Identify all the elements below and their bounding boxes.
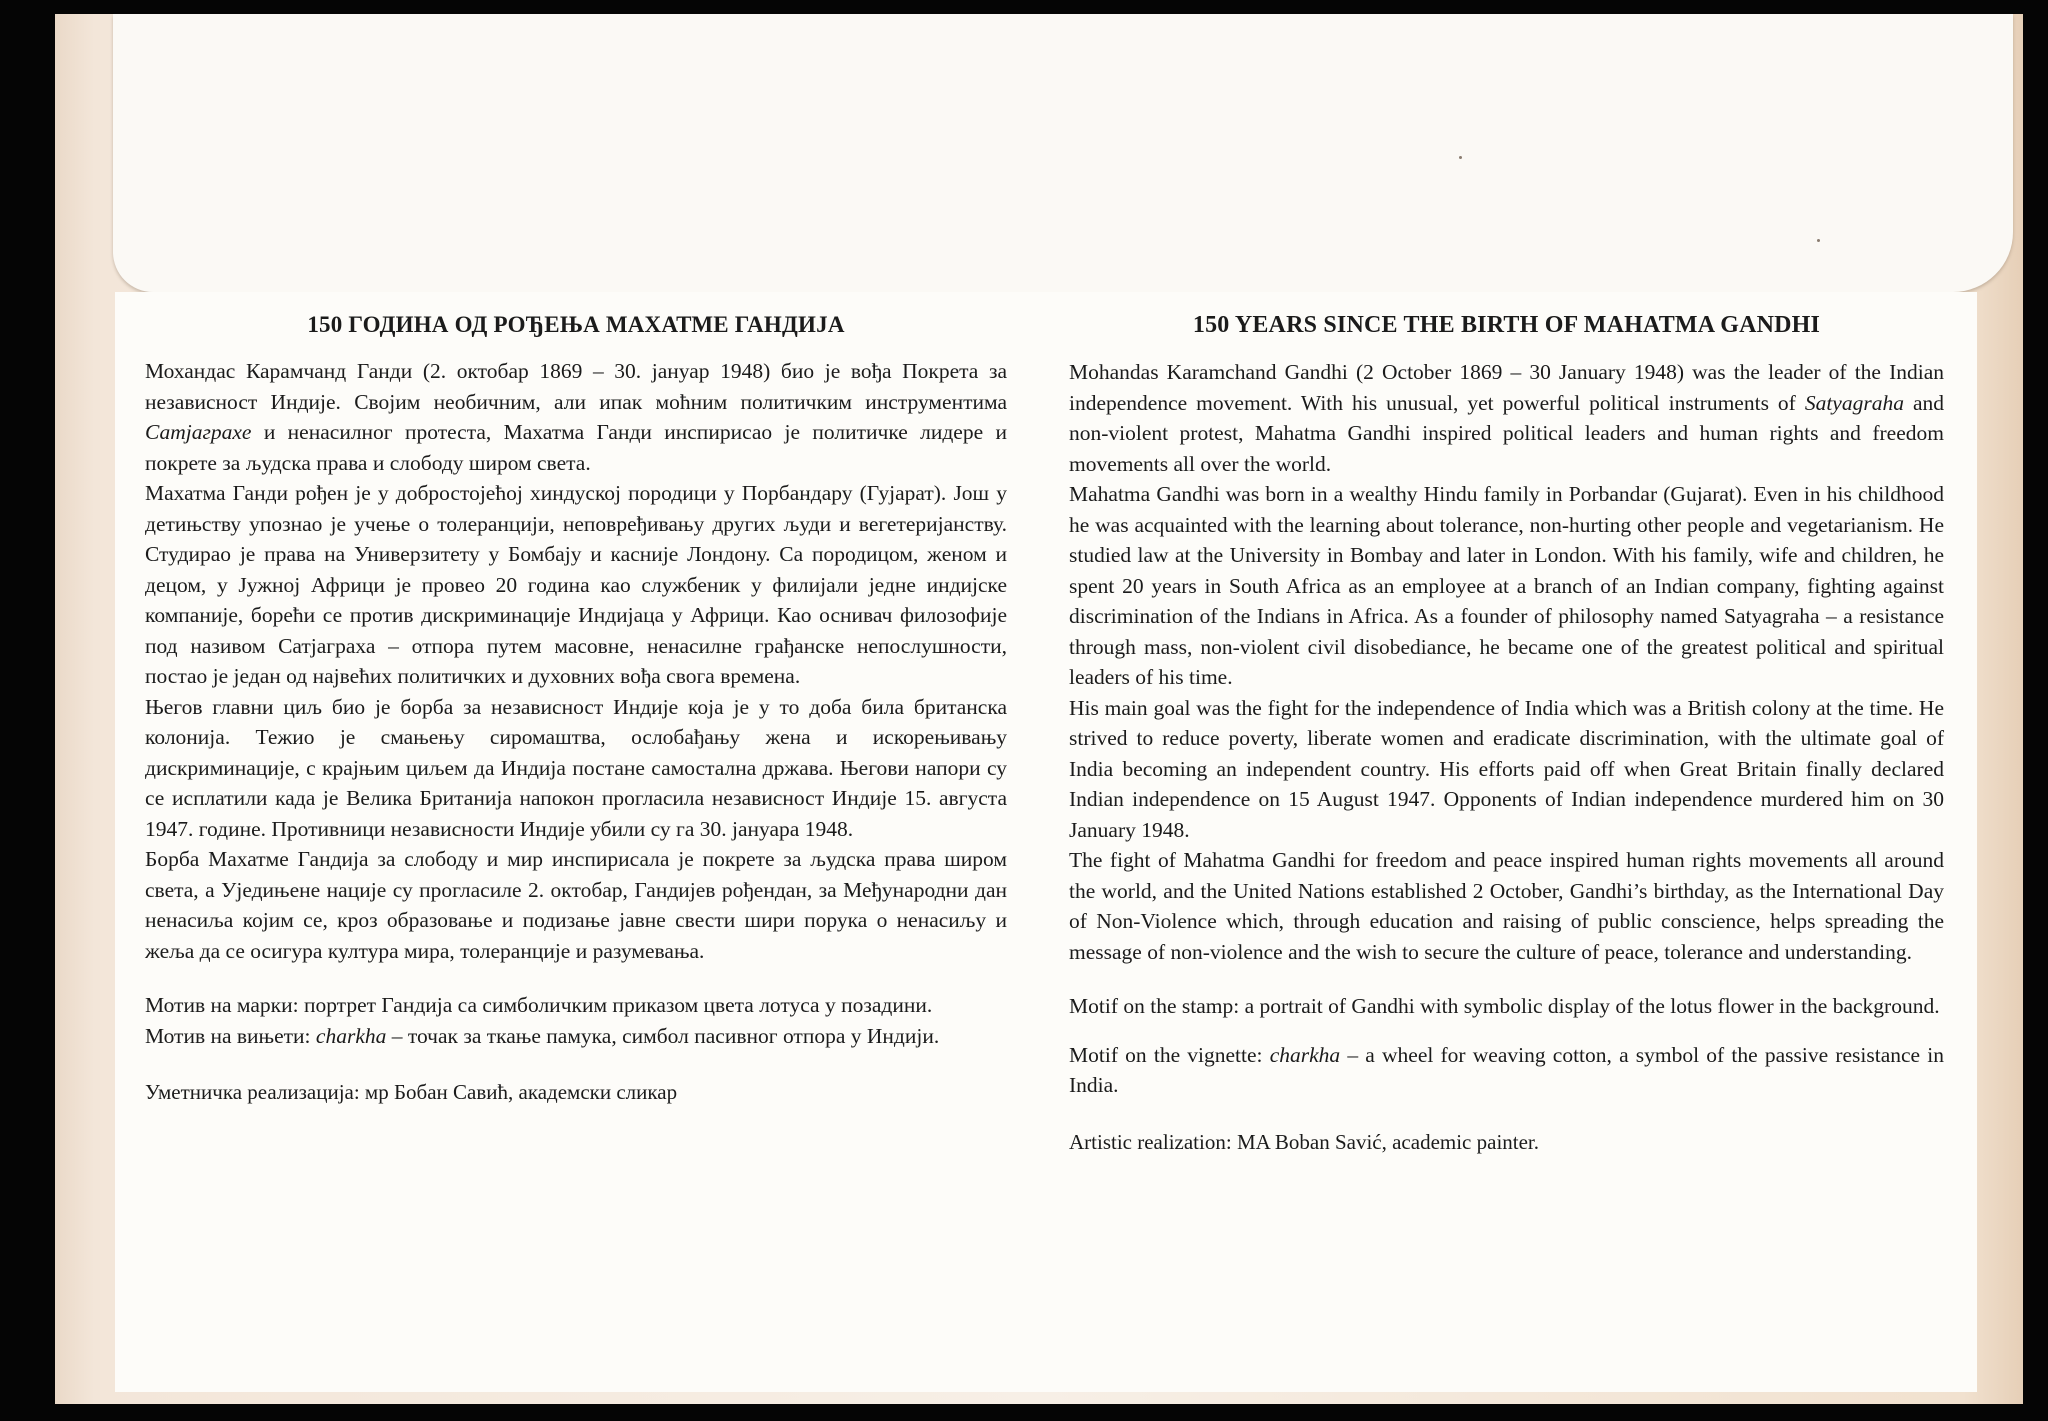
text-run: Мохандас Карамчанд Ганди (2. октобар 1869 – 30. јануар 1948) био је вођа Покрета за независност Индије. Својим необичним, али ипак моћним политичким инструментима bbox=[145, 359, 1007, 414]
english-stamp-motif: Motif on the stamp: a portrait of Gandhi with symbolic display of the lotus flower in the background. bbox=[1069, 994, 1940, 1018]
serbian-paragraph-1 bbox=[145, 356, 1007, 478]
paper-speck bbox=[1459, 156, 1462, 159]
italic-term: Сатјаграхе bbox=[145, 420, 252, 444]
serbian-title: 150 ГОДИНА ОД РОЂЕЊА МАХАТМЕ ГАНДИЈА bbox=[307, 312, 845, 337]
text-run: и ненасилног протеста, Махатма Ганди инспирисао је политичке лидере и покрете за људска права и слободу широм света. bbox=[145, 420, 1007, 475]
english-column bbox=[1069, 312, 1944, 1157]
english-paragraph-2: Mahatma Gandhi was born in a wealthy Hindu family in Porbandar (Gujarat). Even in his childhood he was acquainted with the learning about tolerance, non-hurting other people and vegetarianism. He studied law at the University in Bombay and later in London. With his family, wife and children, he spent 20 years in South Africa as an employee at a branch of an Indian company, fighting against discrimination of the Indians in Africa. As a founder of philosophy named Satyagraha – a resistance through mass, non-violent civil disobediance, he became one of the greatest political and spiritual leaders of his time. bbox=[1069, 482, 1944, 689]
serbian-paragraph-2: Махатма Ганди рођен је у добростојећој хиндуској породици у Порбандару (Гујарат). Још у детињству упознао је учење о толеранцији, неповређивању других људи и вегетеријанству. Студирао је права на Универзитету у Бомбају и касније Лондону. Са породицом, женом и децом, у Јужној Африци је провео 20 година као службеник у филијали једне индијске компаније, борећи се против дискриминације Индијаца у Африци. Као оснивач филозофије под називом Сатјаграха – отпора путем масовне, ненасилне грађанске непослушности, постао је један од највећих политичких и духовних вођа свога времена. bbox=[145, 481, 1007, 688]
italic-term: charkha bbox=[1269, 1042, 1341, 1067]
text-run: – a wheel for weaving cotton, a symbol of the passive resistance in India. bbox=[1069, 1042, 1944, 1097]
italic-term: charkha bbox=[315, 1023, 387, 1048]
text-panel bbox=[115, 292, 1977, 1392]
envelope-flap bbox=[113, 14, 2013, 292]
paper-speck bbox=[1817, 239, 1820, 242]
english-credit: Artistic realization: MA Boban Savić, academic painter. bbox=[1069, 1129, 1540, 1154]
english-title: 150 YEARS SINCE THE BIRTH OF MAHATMA GANDHI bbox=[1192, 312, 1821, 338]
serbian-paragraph-3: Његов главни циљ био је борба за независност Индије која је у то доба била британска колонија. Тежио је смањењу сиромаштва, ослобађању жена и искорењивању дискриминације, с крајњим циљем да Индија постане самостална држава. Његови напори су се исплатили када је Велика Британија напокон прогласила независност Индије 15. августа 1947. године. Противници независности Индије убили су га 30. јануара 1948. bbox=[145, 694, 1007, 841]
english-paragraph-3: His main goal was the fight for the independence of India which was a British colony at the time. He strived to reduce poverty, liberate women and eradicate discrimination, with the ultimate goal of India becoming an independent country. His efforts paid off when Great Britain finally declared Indian independence on 15 August 1947. Opponents of Indian independence murdered him on 30 January 1948. bbox=[1069, 695, 1944, 842]
serbian-paragraph-4: Борба Махатме Гандија за слободу и мир инспирисала је покрете за људска права широм света, а Уједињене нације су прогласиле 2. октобар, Гандијев рођендан, за Међународни дан ненасиља којим се, кроз образовање и подизање јавне свести шири порука о ненасиљу и жеља да се осигура култура мира, толеранције и разумевања. bbox=[145, 847, 1007, 963]
text-run: Мотив на вињети: bbox=[145, 1023, 316, 1048]
serbian-stamp-motif: Мотив на марки: портрет Гандија са симболичким приказом цвета лотуса у позадини. bbox=[145, 993, 933, 1017]
serbian-vignette-motif bbox=[145, 1021, 1007, 1052]
text-run: Mohandas Karamchand Gandhi (2 October 1869 – 30 January 1948) was the leader of the Indian independence movement. With his unusual, yet powerful political instruments of bbox=[1069, 360, 1944, 415]
italic-term: Satyagraha bbox=[1804, 390, 1904, 415]
serbian-credit: Уметничка реализација: мр Бобан Савић, академски сликар bbox=[145, 1080, 678, 1104]
english-vignette-motif bbox=[1069, 1040, 1944, 1101]
text-run: and non-violent protest, Mahatma Gandhi inspired political leaders and human rights and freedom movements all over the world. bbox=[1069, 390, 1944, 476]
serbian-column bbox=[145, 312, 1007, 1108]
english-paragraph-4: The fight of Mahatma Gandhi for freedom and peace inspired human rights movements all around the world, and the United Nations established 2 October, Gandhi’s birthday, as the International Day of Non-Violence which, through education and raising of public conscience, helps spreading the message of non-violence and the wish to secure the culture of peace, tolerance and understanding. bbox=[1069, 848, 1944, 964]
text-run: – точак за ткање памука, симбол пасивног отпора у Индији. bbox=[386, 1023, 940, 1048]
english-paragraph-1 bbox=[1069, 357, 1944, 479]
text-run: Motif on the vignette: bbox=[1069, 1042, 1270, 1067]
envelope-back bbox=[55, 14, 2023, 1404]
